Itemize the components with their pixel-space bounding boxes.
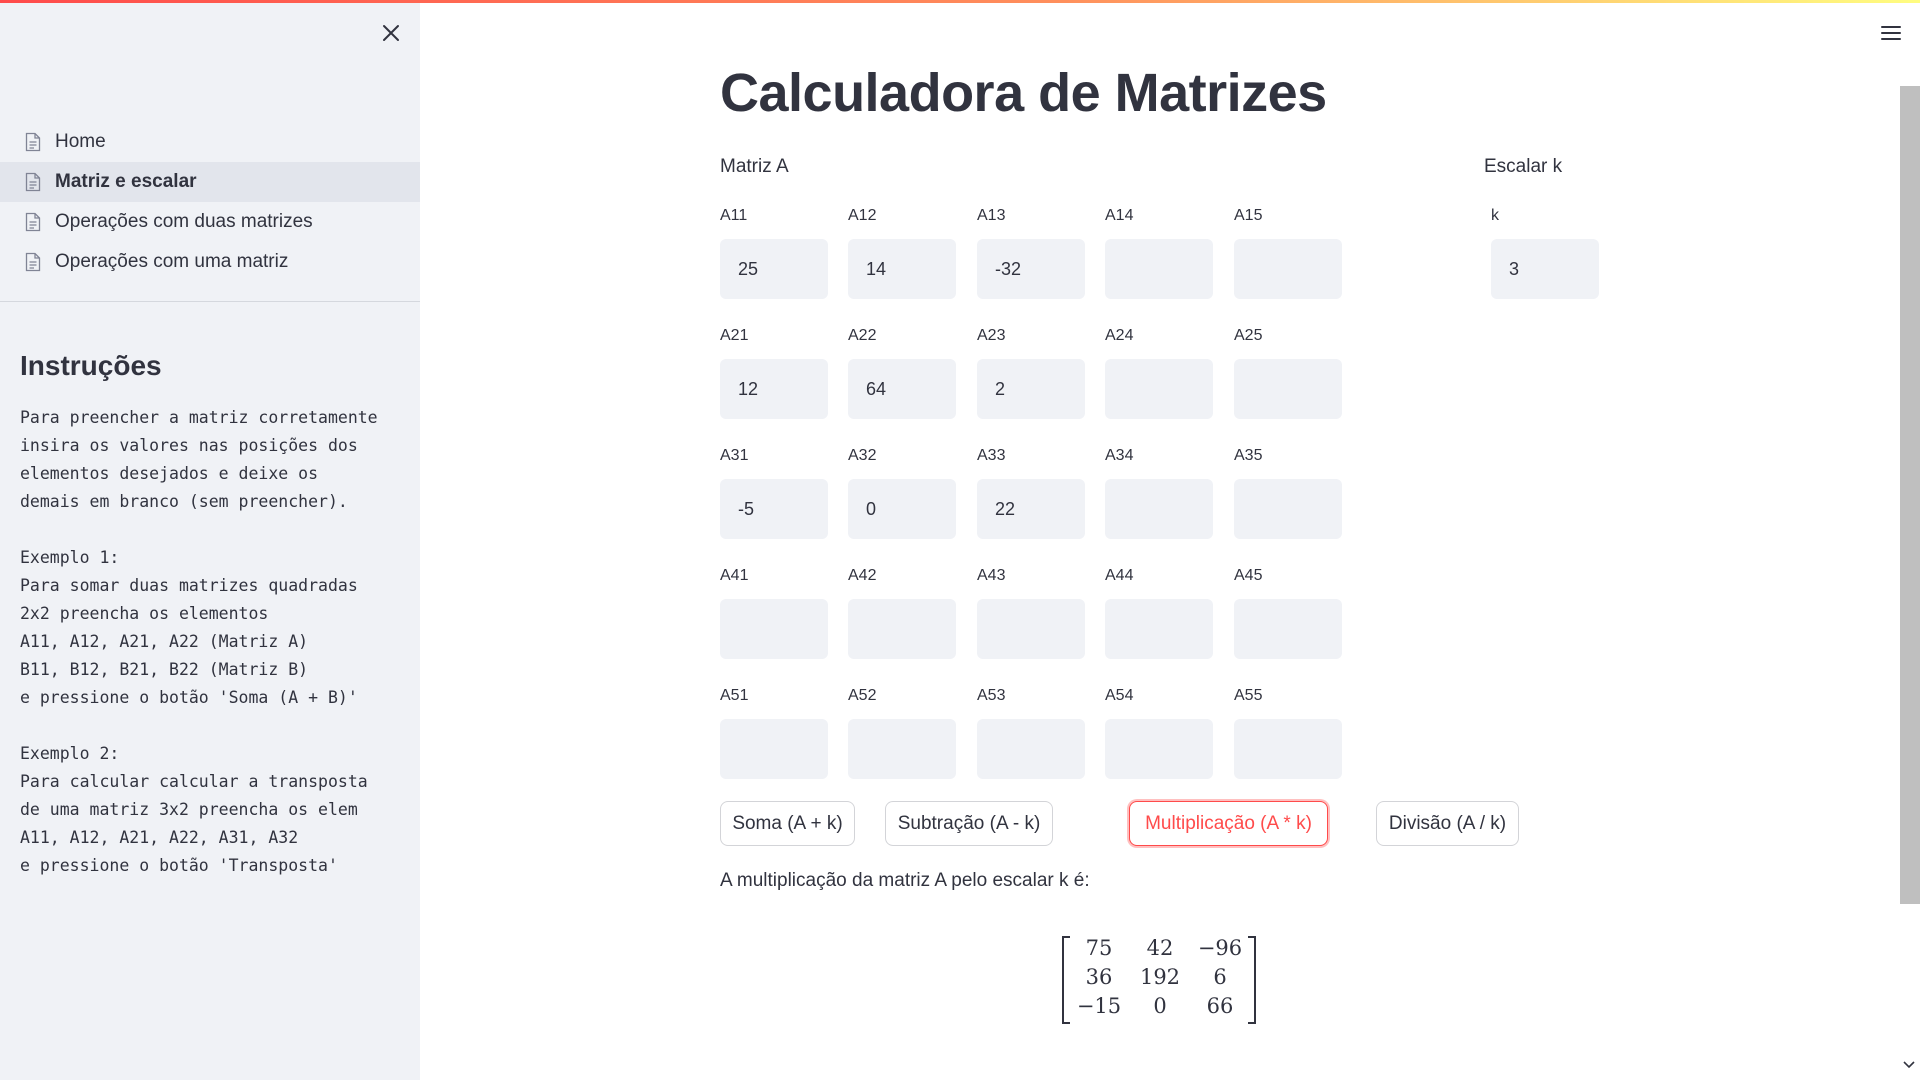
cell-input-a42[interactable] <box>848 599 956 659</box>
cell-input-a35[interactable] <box>1234 479 1342 539</box>
close-icon <box>382 24 400 42</box>
scroll-down-arrow[interactable] <box>1902 1058 1916 1072</box>
sidebar-item-operacoes-uma-matriz[interactable] <box>0 242 420 282</box>
cell-label: A14 <box>1105 207 1134 224</box>
cell-input-a54[interactable] <box>1105 719 1213 779</box>
matrix-cell: 66 <box>1206 994 1234 1018</box>
cell-input-a21[interactable] <box>720 359 828 419</box>
document-icon <box>22 211 44 233</box>
matrix-cell: 36 <box>1085 965 1113 989</box>
cell-label: A35 <box>1234 447 1263 464</box>
cell-input-a43[interactable] <box>977 599 1085 659</box>
cell-input-a22[interactable] <box>848 359 956 419</box>
cell-input-a32[interactable] <box>848 479 956 539</box>
cell-input-a12[interactable] <box>848 239 956 299</box>
cell-input-a45[interactable] <box>1234 599 1342 659</box>
multiplicacao-button[interactable]: Multiplicação (A * k) <box>1129 801 1328 846</box>
cell-label: A13 <box>977 207 1006 224</box>
cell-label: A51 <box>720 687 749 704</box>
cell-label: A15 <box>1234 207 1263 224</box>
cell-input-a33[interactable] <box>977 479 1085 539</box>
cell-label: A43 <box>977 567 1006 584</box>
cell-input-a53[interactable] <box>977 719 1085 779</box>
sidebar-item-label: Home <box>55 131 106 152</box>
cell-label: A33 <box>977 447 1006 464</box>
cell-input-a51[interactable] <box>720 719 828 779</box>
cell-input-a13[interactable] <box>977 239 1085 299</box>
cell-label: A34 <box>1105 447 1134 464</box>
cell-label: A24 <box>1105 327 1134 344</box>
cell-input-a44[interactable] <box>1105 599 1213 659</box>
chevron-down-icon <box>1903 1061 1915 1069</box>
cell-label: A25 <box>1234 327 1263 344</box>
cell-label: A21 <box>720 327 749 344</box>
subtracao-button[interactable]: Subtração (A - k) <box>885 801 1053 846</box>
matrix-cell: 75 <box>1085 936 1113 960</box>
cell-input-a23[interactable] <box>977 359 1085 419</box>
cell-label: A54 <box>1105 687 1134 704</box>
cell-label: k <box>1491 207 1499 224</box>
matrix-cell: −96 <box>1197 936 1243 960</box>
cell-label: A12 <box>848 207 877 224</box>
sidebar-item-home[interactable] <box>0 122 420 162</box>
cell-label: A11 <box>720 207 748 224</box>
matrix-cell: 6 <box>1213 965 1227 989</box>
scalar-k-input[interactable] <box>1491 239 1599 299</box>
matrix-row <box>1070 994 1248 1024</box>
result-matrix <box>1062 934 1256 1024</box>
cell-input-a41[interactable] <box>720 599 828 659</box>
matrix-cell: 42 <box>1146 936 1174 960</box>
page-title: Calculadora de Matrizes <box>720 63 1327 123</box>
sidebar-divider <box>0 301 420 302</box>
sidebar-item-label: Operações com duas matrizes <box>55 211 313 232</box>
sidebar-item-matriz-e-escalar[interactable] <box>0 162 420 202</box>
cell-input-a25[interactable] <box>1234 359 1342 419</box>
matrix-left-bracket <box>1062 936 1070 1024</box>
cell-input-a11[interactable] <box>720 239 828 299</box>
cell-input-a31[interactable] <box>720 479 828 539</box>
matrix-row <box>1070 936 1248 966</box>
divisao-button[interactable]: Divisão (A / k) <box>1376 801 1519 846</box>
cell-label: A31 <box>720 447 749 464</box>
sidebar <box>0 0 420 1080</box>
cell-label: A22 <box>848 327 877 344</box>
scalar-k-label: Escalar k <box>1484 156 1563 177</box>
sidebar-item-label: Operações com uma matriz <box>55 251 289 272</box>
cell-label: A23 <box>977 327 1006 344</box>
matrix-cell: 0 <box>1153 994 1167 1018</box>
cell-input-a14[interactable] <box>1105 239 1213 299</box>
matrix-right-bracket <box>1248 936 1256 1024</box>
document-icon <box>22 131 44 153</box>
sidebar-item-operacoes-duas-matrizes[interactable] <box>0 202 420 242</box>
close-sidebar-button[interactable] <box>376 18 406 48</box>
cell-input-a34[interactable] <box>1105 479 1213 539</box>
cell-input-a24[interactable] <box>1105 359 1213 419</box>
top-decoration-bar <box>0 0 1920 3</box>
cell-label: A41 <box>720 567 749 584</box>
instructions-text: Para preencher a matriz corretamente insira os valores nas posições dos elementos desejados e deixe os demais em branco (sem preencher). Exemplo 1: Para somar duas matrizes quadradas 2x2 preencha os elementos A11, A12, A21, A22 (Matriz A) B11, B12, B21, B22 (Matriz B) e pressione o botão 'Soma (A + B)' Exemplo 2: Para calcular calcular a transposta de uma matriz 3x2 preencha os elem A11, A12, A21, A22, A31, A32 e pressione o botão 'Transposta' <box>20 408 378 875</box>
document-icon <box>22 251 44 273</box>
matrix-cell: −15 <box>1076 994 1122 1018</box>
cell-input-a52[interactable] <box>848 719 956 779</box>
instructions-title: Instruções <box>20 350 162 381</box>
cell-label: A32 <box>848 447 877 464</box>
matrix-cell: 192 <box>1139 965 1181 989</box>
cell-label: A42 <box>848 567 877 584</box>
soma-button[interactable]: Soma (A + k) <box>720 801 855 846</box>
sidebar-item-label: Matriz e escalar <box>55 171 197 192</box>
scrollbar-thumb[interactable] <box>1900 86 1920 904</box>
sidebar-nav <box>0 122 420 282</box>
cell-input-a55[interactable] <box>1234 719 1342 779</box>
cell-label: A52 <box>848 687 877 704</box>
cell-label: A55 <box>1234 687 1263 704</box>
hamburger-menu-icon <box>1881 25 1901 41</box>
cell-input-a15[interactable] <box>1234 239 1342 299</box>
cell-label: A45 <box>1234 567 1263 584</box>
matrix-row <box>1070 965 1248 995</box>
cell-label: A53 <box>977 687 1006 704</box>
main-menu-button[interactable] <box>1878 20 1904 46</box>
document-icon <box>22 171 44 193</box>
result-description: A multiplicação da matriz A pelo escalar k é: <box>720 870 1090 891</box>
matrix-a-label: Matriz A <box>720 156 789 177</box>
cell-label: A44 <box>1105 567 1134 584</box>
